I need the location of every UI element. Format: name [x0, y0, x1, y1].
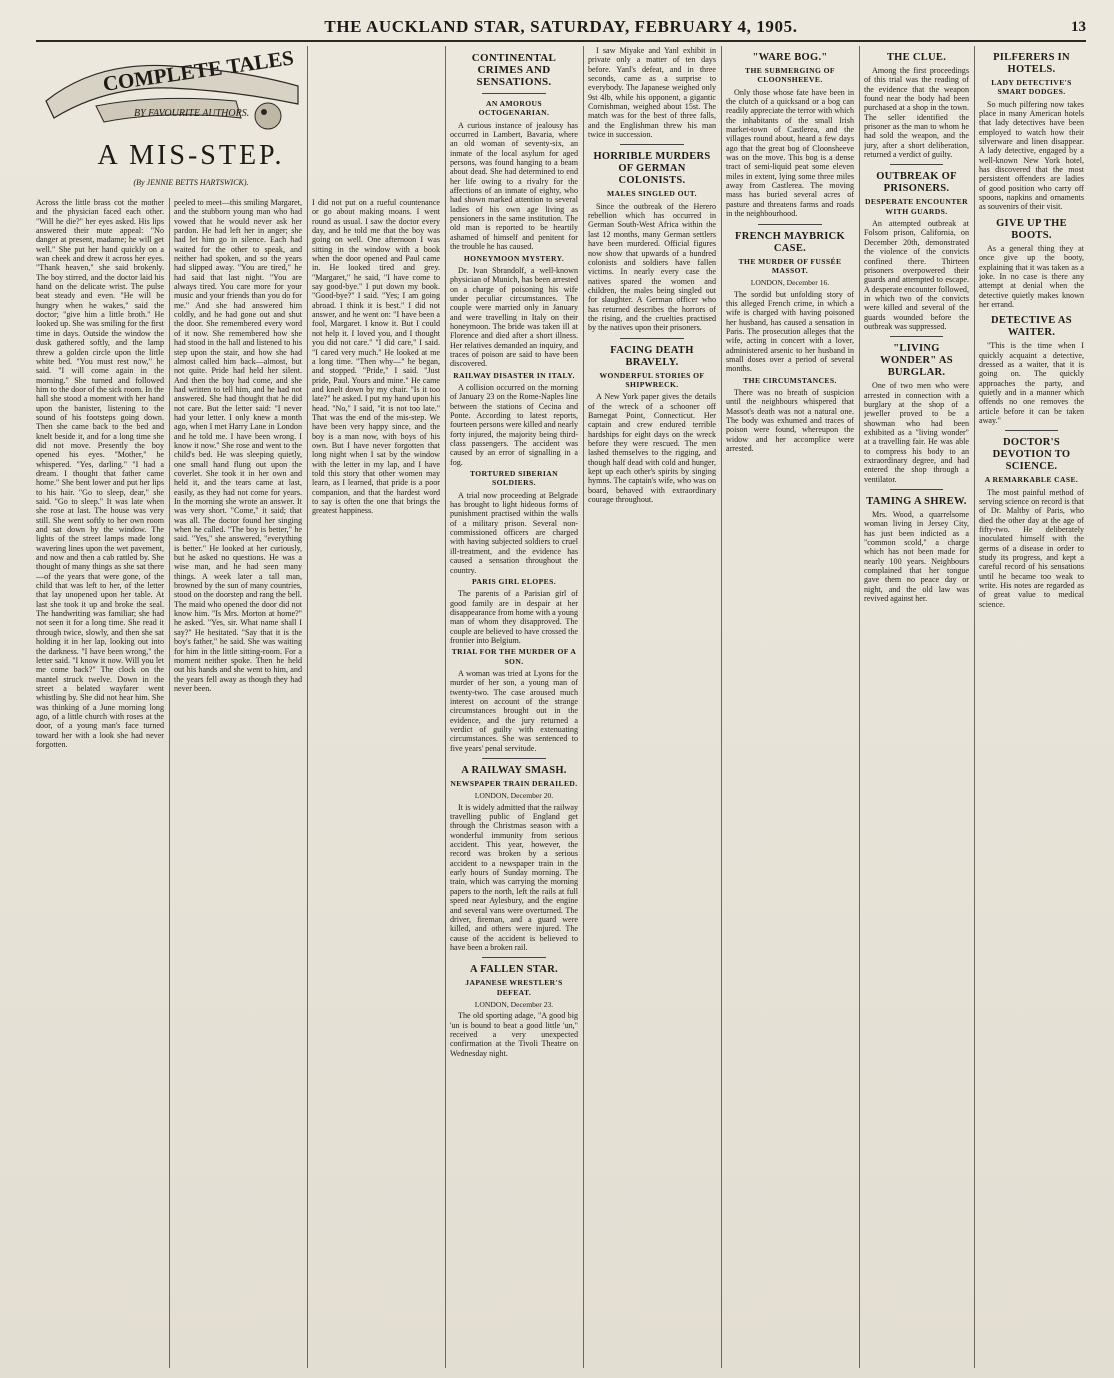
article-heading: AN AMOROUS OCTOGENARIAN. [478, 99, 550, 118]
article-heading: OUTBREAK OF PRISONERS. [876, 171, 957, 195]
article-subheading: THE SUBMERGING OF CLOONSHEEVE. [745, 66, 835, 85]
article-heading: TORTURED SIBERIAN SOLDIERS. [469, 469, 559, 488]
story-column-3: I did not put on a rueful countenance or go about making moans. I went round as usual. I saw the doctor every day, and he told me that the boy was going on well. One afternoon I was sitting in the window with a book when the door opened and Paul came in. He looked tired and grey. "Margaret," he said, "I have come to say good-bye." I put down my book. "Good-bye?" I said. "Yes; I am going abroad. I think it is best." I did not answer, and he went on: "I have been a fool, Margaret. I know it. But I could not help it. I loved you, and I thought you did not care." "I did care," I said. "I cared very much." He looked at me a long time. "Then why—" he began, and stopped. "Pride," I said. "Just pride, Paul. Yours and mine." He came and knelt down by my chair. "Is it too late?" he asked. I put my hand upon his head. "No," I said, "it is not too late." That was the end of the mis-step. We have been very happy since, and the boy is a man now, with boys of his own. But I have never forgotten that long night when I sat by the window with the letter in my lap, and I have told this story that other women may learn, as I learned, that pride is a poor companion, and that the hardest word to say is often the one that brings the greatest happiness. [312, 198, 440, 516]
column-rule [169, 198, 170, 1368]
masthead [36, 14, 1086, 42]
dateline: LONDON, December 23. [474, 999, 554, 1009]
article-body: "This is the time when I quickly acquaint a detective, dressed as a waiter, that it is going on. The quickly approaches the party, and quietly and in a manner which offends no one removes the article before it can be taken away." [979, 341, 1084, 425]
article-subheading: NEWSPAPER TRAIN DERAILED. [450, 779, 578, 789]
article-subheading: THE MURDER OF FUSSÉE MASSOT. [738, 256, 842, 275]
article-heading: HORRIBLE MURDERS OF GERMAN COLONISTS. [593, 151, 711, 187]
column-rule [583, 46, 584, 1368]
article-subheading: DESPERATE ENCOUNTER WITH GUARDS. [864, 197, 969, 216]
article-body: A New York paper gives the details of the wreck of a schooner off Barnegat Point, Connecticut. Her captain and crew endured terrible hardships for eight days on the wreck before they were rescued. The men lashed themselves to the rigging, and though half dead with cold and hunger, kept up each other's spirits by singing hymns. The captain's wife, who was on board, behaved with extraordinary courage throughout. [588, 392, 716, 505]
banner-text-1: COMPLETE TALES [101, 46, 296, 96]
divider [890, 489, 943, 490]
article-body: A woman was tried at Lyons for the murder of her son, a young man of twenty-two. The case aroused much interest on account of the strange circumstances brought out in the evidence, and the jury returned a verdict of guilty with extenuating circumstances. She was sentenced to five years' penal servitude. [450, 668, 578, 753]
column-rule [445, 46, 446, 1368]
article-body: A trial now proceeding at Belgrade has brought to light hideous forms of punishment practised within the walls of a military prison. Several non-commissioned officers are charged with having subjected soldiers to cruel ill-treatment, and the evidence has caused a sensation throughout the country. [450, 490, 578, 575]
article-subheading: MALES SINGLED OUT. [607, 189, 697, 199]
paper-title: THE AUCKLAND STAR, SATURDAY, FEBRUARY 4, 1905. [324, 17, 798, 36]
article-subheading: A REMARKABLE CASE. [984, 475, 1079, 485]
column-rule [721, 46, 722, 1368]
banner-text-2: BY FAVOURITE AUTHORS. [134, 108, 250, 119]
article-heading: DETECTIVE AS WAITER. [991, 315, 1072, 339]
news-column-6 [726, 46, 854, 1368]
article-heading: DOCTOR'S DEVOTION TO SCIENCE. [992, 437, 1071, 473]
article-body: A curious instance of jealousy has occurred in Lambert, Bavaria, where an old woman of seventy-six, an inmate of the local asylum for aged persons, was found hanging to a beam about dead. She had determined to end her life owing to a rivalry for the affections of an inmate of eighty, who had shown marked attention to several ladies of his own age living as pensioners in the same institution. The old man is reported to be heartily ashamed of himself and penitent for the trouble he has caused. [450, 120, 578, 252]
article-subheading: LADY DETECTIVE'S SMART DODGES. [991, 78, 1072, 97]
article-subheading: WONDERFUL STORIES OF SHIPWRECK. [599, 370, 705, 389]
news-column-5 [588, 46, 716, 1368]
section-title: CONTINENTAL CRIMES AND SENSATIONS. [471, 52, 557, 88]
column-rule [974, 46, 975, 1368]
article-heading: HONEYMOON MYSTERY. [463, 253, 565, 263]
article-body: It is widely admitted that the railway travelling public of England get through the Christmas season with a wonderful immunity from serious accident. This year, however, the record was broken by a serious accident to a newspaper train in the early hours of Sunday morning. The train, which was carrying the morning papers to the north, left the rails at full speed near Aylesbury, and the engine and several vans were overturned. The driver, fireman, and a guard were killed, and others were injured. The cause of the accident is believed to have been a broken rail. [450, 802, 578, 952]
article-subheading: JAPANESE WRESTLER'S DEFEAT. [465, 978, 563, 997]
article-heading: "WARE BOG." [752, 52, 828, 63]
divider [758, 224, 822, 225]
page-number: 13 [1071, 18, 1086, 35]
article-body: The sordid but unfolding story of this alleged French crime, in which a wife is charged with having poisoned her husband, has caused a sensation in Paris. The prosecution alleges that the wife, acting in concert with a lover, administered arsenic to her husband in small doses over a period of several months. [726, 289, 854, 374]
news-column-8 [979, 46, 1084, 1368]
banner-artwork [36, 46, 306, 136]
article-body: Dr. Ivan Sbrandolf, a well-known physician of Munich, has been arrested on a charge of poisoning his wife under peculiar circumstances. The couple were married only in January and were travelling in Italy on their honeymoon. The bride was taken ill at Florence and died after a short illness. Her relatives demanded an inquiry, and traces of poison are said to have been discovered. [450, 265, 578, 369]
article-body: As a general thing they at once give up the booty, explaining that it was taken as a joke. In no case is there any attempt at denial when the detective quietly makes known her errand. [979, 243, 1084, 309]
article-body: The old sporting adage, "A good big 'un is bound to beat a good little 'un," received a very unexpected confirmation at the Tivoli Theatre on Wednesday night. [450, 1011, 578, 1058]
dateline: LONDON, December 16. [750, 278, 830, 288]
article-body: So much pilfering now takes place in many American hotels that lady detectives have been employed to watch how their silverware and linen disappear. A lady detective, engaged by a well-known New York hotel, has discovered that the most persistent offenders are ladies of good position who carry off spoons, napkins and ornaments as souvenirs of their visit. [979, 99, 1084, 212]
article-heading: TRIAL FOR THE MURDER OF A SON. [451, 647, 577, 666]
divider [890, 336, 943, 337]
story-column-1: Across the little brass cot the mother and the physician faced each other. "Will he die?" her eyes asked. His lips answered their mute appeal: "No danger at present, madame; he will get well." She put her hand quickly on a wan cheek and drew it across her eyes. "Thank heaven," she said brokenly. The boy stirred, and the doctor laid his hand on the delicate wrist. The pulse beat steady and even. "He will be hungry when he wakes," said the doctor; "give him a little broth." He looked up. She was smiling for the first time in days. Outside the window the dusk gathered softly, and the lamp threw a golden circle upon the little white bed. "You must rest now," he said. "I will come again in the morning." She turned and followed him to the door of the sick room. In the hall she stood a moment with her hand upon the banister, listening to the sound of his footsteps going down. Then she came back to the bed and knelt beside it, and for a long time she did not move. Presently the boy opened his eyes. "Mother," he whispered. "Yes, darling." "I had a dream. I thought that father came home." She bent lower and put her lips to his hair. "Go to sleep, dear," she said. "Go to sleep." It was late when she rose at last. The house was very still. She went softly to her own room and sat down by the window. The lights of the street lamps made long wavering lines upon the wet pavement, and now and then a cab rattled by. She thought of many things as she sat there—of the years that were gone, of the child that was left to her, of the letter that lay unopened upon her table. At last she took it up and broke the seal. The handwriting was familiar; she had not seen it for a long time. She read it through twice, slowly, and then she sat holding it in her lap, looking out into the darkness. "I have been wrong," the letter said. "I know it now. Will you let me come back?" The clock on the mantel struck twelve. Down in the street a belated wayfarer went whistling by. She did not hear him. She was thinking of a June morning long ago, of a little church with roses at the door, of a young man's face turned toward her with a look she had never forgotten. [36, 198, 164, 749]
news-column-7 [864, 46, 969, 1368]
article-heading: "LIVING WONDER" AS BURGLAR. [880, 343, 953, 379]
article-body: Mrs. Wood, a quarrelsome woman living in Jersey City, has just been indicted as a "common scold," a charge which has not been made for nearly 100 years. Neighbours complained that her tongue gave them no peace day or night, and the old law was revived against her. [864, 510, 969, 604]
divider [482, 93, 546, 94]
article-heading: THE CLUE. [886, 52, 947, 63]
article-heading: GIVE UP THE BOOTS. [996, 217, 1067, 241]
article-body: A collision occurred on the morning of January 23 on the Rome-Naples line between the stations of Cecina and Ponte. According to latest reports, fourteen persons were killed and nearly forty injured, the majority being third-class passengers. The accident was caused by an error of signalling in a fog. [450, 382, 578, 467]
divider [482, 957, 546, 958]
divider [620, 144, 684, 145]
article-body: One of two men who were arrested in connection with a burglary at the shop of a jeweller proved to be a showman who had been exhibited as a "living wonder" at a travelling fair. He was able to compress his body to an extraordinary degree, and had entered the shop through a ventilator. [864, 381, 969, 484]
article-heading: FRENCH MAYBRICK CASE. [735, 230, 845, 254]
article-heading: A FALLEN STAR. [469, 964, 559, 976]
article-heading: FACING DEATH BRAVELY. [610, 344, 694, 368]
article-body: An attempted outbreak at Folsom prison, California, on December 20th, demonstrated the violence of the convicts confined there. Thirteen prisoners overpowered their guards and attempted to escape. A desperate encounter followed, in which two of the convicts were killed and several of the guards wounded before the outbreak was suppressed. [864, 219, 969, 331]
serial-banner [36, 46, 306, 136]
article-body: I saw Miyake and Yanl exhibit in private only a matter of ten days before. Yanl's defeat, and in three seconds, came as a surprise to everybody. The Japanese weighed only 9st 4lb, while his opponent, a gigantic Cornishman, weighed about 15st. The match was for the best of three falls, and the Englishman threw his man twice in succession. [588, 46, 716, 140]
column-rule [859, 46, 860, 1368]
article-body: Only those whose fate have been in the clutch of a quicksand or a bog can readily appreciate the terror with which the inhabitants of the small Irish market-town of Castlerea, and the villages round about, heard a few days ago that the great bog of Cloonsheeve was on the move. This bog is a dense tract of semi-liquid peat some eleven miles in extent, lying some three miles away from Castlerea. The moving mass has buried several acres of pasture and threatens farms and roads in the neighbourhood. [726, 87, 854, 219]
story-byline: (By JENNIE BETTS HARTSWICK). [133, 178, 249, 187]
article-body: There was no breath of suspicion until the neighbours whispered that Massot's death was not a natural one. The body was exhumed and traces of poison were found, whereupon the widow and her accomplice were arrested. [726, 387, 854, 454]
divider [1005, 430, 1058, 431]
article-body: Among the first proceedings of this trial was the reading of the evidence that the weapon found near the body had been purchased at a shop in the town. The seller identified the prisoner as the man to whom he had sold the weapon, and the jury, after a short deliberation, returned a verdict of guilty. [864, 66, 969, 160]
dateline: LONDON, December 20. [474, 791, 554, 801]
article-heading: RAILWAY DISASTER IN ITALY. [453, 370, 575, 380]
story-title: A MIS-STEP. [97, 140, 285, 171]
divider [620, 338, 684, 339]
news-column-4 [450, 46, 578, 1368]
article-heading: TAMING A SHREW. [866, 496, 967, 508]
article-heading: PILFERERS IN HOTELS. [993, 52, 1070, 75]
columns-area [36, 46, 1086, 1368]
divider [890, 164, 943, 165]
article-body: Since the outbreak of the Herero rebellion which has occurred in German South-West Africa within the last 12 months, many German settlers have been murdered. Official figures now show that upwards of a hundred colonists and soldiers have fallen victims. In nearly every case the natives spared the women and children, the males being singled out for slaughter. A German officer who has returned describes the horrors of the rising, and the cruelties practised by the natives upon their prisoners. [588, 201, 716, 333]
article-body: The parents of a Parisian girl of good family are in despair at her disappearance from home with a young man of whom they disapproved. The couple are believed to have crossed the frontier into Belgium. [450, 589, 578, 645]
article-heading: A RAILWAY SMASH. [461, 765, 567, 777]
column-rule [307, 46, 308, 1368]
divider [482, 758, 546, 759]
article-subheading: THE CIRCUMSTANCES. [743, 375, 837, 385]
article-body: The most painful method of serving science on record is that of Dr. Maltby of Paris, who died the other day at the age of fifty-two. He deliberately inoculated himself with the germs of a disease in order to study its progress, and kept a careful record of his sensations until he became too weak to write. His notes are regarded as of great value to medical science. [979, 487, 1084, 609]
story-column-2: peeled to meet—this smiling Margaret, and the stubborn young man who had vowed that he would never ask her pardon. He had left her in anger; she had let him go in silence. Each had waited for the other to speak, and neither had spoken, and so the years had slipped away. "You are tired," he had said that last night. "You are always tired. You care more for your music and your friends than you do for me." And she had answered him coldly, and he had gone out and shut the door. She remembered every word of it now. She remembered how she had stood in the hall and listened to his step upon the stair, and how she had almost called him back—almost, but not quite. Pride had held her silent. And then the boy had come, and she had written to tell him, and he had not answered. She had thought that he did not care. But the letter said: "I never had your letter. I only knew a month ago, when I met Harry Lane in London and he told me. I have been wrong. I know it now." She rose and went to the child's bed. He was sleeping quietly, one small hand flung out upon the coverlet. She took it in her own and held it, and the tears came at last, easily, as they had not come for years. In the morning she wrote an answer. It was very short. "Come," it said; that was all. The doctor found her singing when he called. "The boy is better," he said. "Yes," she answered, "everything is better." He looked at her curiously, but he asked no questions. He was a wise man, and he had seen many things. A week later a tall man, browned by the sun of many countries, stood on the doorstep and rang the bell. The maid who opened the door did not know him. "Is Mrs. Morton at home?" he asked. "Yes, sir. What name shall I say?" He hesitated. "Say that it is the boy's father," he said. She was waiting for him in the little sitting-room. For a moment neither spoke. Then he held out his hands and she went to him, and the years fell away as though they had never been. [174, 198, 302, 693]
article-heading: PARIS GIRL ELOPES. [471, 576, 557, 586]
